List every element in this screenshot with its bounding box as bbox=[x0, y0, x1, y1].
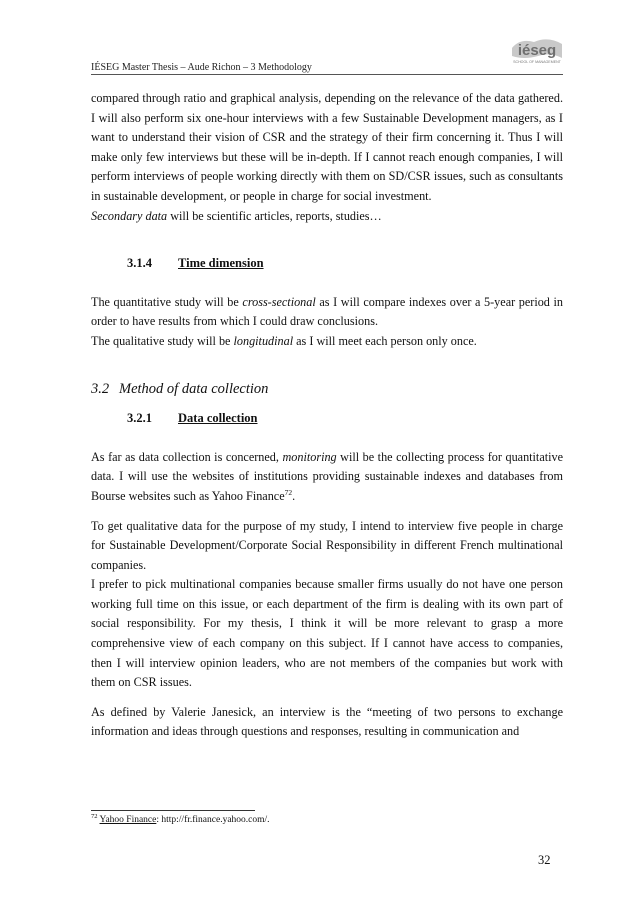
paragraph-qualitative-data: To get qualitative data for the purpose of my study, I intend to interview five people in charge for Sustainable Development/Corporate Social Responsibility in different French multinational companies. bbox=[91, 518, 563, 572]
heading-text: Time dimension bbox=[178, 256, 264, 271]
footnote-url: : http://fr.finance.yahoo.com/. bbox=[156, 815, 270, 825]
text-run: as I will meet each person only once. bbox=[293, 333, 477, 348]
text-run: . bbox=[292, 488, 296, 503]
heading-3-1-4 bbox=[91, 254, 563, 274]
longitudinal-term: longitudinal bbox=[233, 333, 294, 348]
logo-subtext: SCHOOL OF MANAGEMENT bbox=[513, 60, 561, 64]
secondary-data-text: will be scientific articles, reports, studies… bbox=[167, 208, 382, 223]
cross-sectional-term: cross-sectional bbox=[242, 294, 316, 309]
paragraph-monitoring bbox=[91, 448, 563, 507]
paragraph-secondary-data bbox=[91, 207, 563, 227]
ieseg-logo bbox=[510, 36, 564, 66]
footnote-number: 72 bbox=[91, 813, 98, 820]
footnote-link[interactable]: Yahoo Finance bbox=[99, 815, 157, 825]
monitoring-term: monitoring bbox=[282, 449, 337, 464]
text-run: The quantitative study will be bbox=[91, 294, 243, 309]
paragraph-quantitative-time bbox=[91, 293, 563, 332]
text-run: The qualitative study will be bbox=[91, 333, 234, 348]
paragraph-multinationals: I prefer to pick multinational companies because smaller firms usually do not have one person working full time on this issue, or each department of the firm is dealing with its own part of social responsibility. For my thesis, I think it will be more relevant to grasp a more comprehensive view of each company on this subject. If I cannot have access to companies, then I will interview opinion leaders, who are not members of the companies but work with them on CSR issues. bbox=[91, 577, 563, 690]
header-rule bbox=[91, 74, 563, 75]
paragraph-interview-definition: As defined by Valerie Janesick, an interview is the “meeting of two persons to exchange information and ideas through questions and responses, resulting in communication and bbox=[91, 704, 563, 739]
logo-text: iéseg bbox=[517, 42, 557, 59]
heading-number: 3.2.1 bbox=[127, 411, 152, 426]
text-run: will be the collecting process for quantitative data. I will use the websites of institutions providing sustainable indexes and databases from Bourse websites such as Yahoo Finance bbox=[91, 449, 564, 503]
secondary-data-term: Secondary data bbox=[91, 208, 168, 223]
text-run: as I will compare indexes over a 5-year period in order to have results from which I could draw conclusions. bbox=[91, 294, 563, 329]
heading-text: Data collection bbox=[178, 411, 258, 426]
heading-number: 3.1.4 bbox=[127, 256, 152, 271]
footnote-separator bbox=[91, 810, 255, 811]
heading-text: Method of data collection bbox=[119, 380, 269, 397]
heading-number: 3.2 bbox=[91, 380, 110, 397]
heading-3-2 bbox=[91, 380, 563, 400]
footnote-72 bbox=[91, 815, 270, 825]
running-header bbox=[91, 58, 563, 78]
text-run: As far as data collection is concerned, bbox=[91, 449, 283, 464]
heading-3-2-1 bbox=[91, 409, 563, 429]
page-number: 32 bbox=[538, 853, 551, 867]
footnote-ref-72: 72 bbox=[284, 487, 293, 497]
paragraph-data-sources: compared through ratio and graphical analysis, depending on the relevance of the data gathered. I will also perform six one-hour interviews with a few Sustainable Development managers, as I want to understand their vision of CSR and the strategy of their firm concerning it. Thus I will make only few interviews but these will be in-depth. If I cannot reach enough companies, I will perform interviews of people working directly with them on SD/CSR issues, such as consultants in sustainable development, or people in charge for social investment. bbox=[91, 91, 563, 203]
header-title: IÉSEG Master Thesis – Aude Richon – 3 Methodology bbox=[91, 62, 312, 73]
paragraph-qualitative-time bbox=[91, 332, 563, 352]
page-body bbox=[91, 89, 563, 742]
